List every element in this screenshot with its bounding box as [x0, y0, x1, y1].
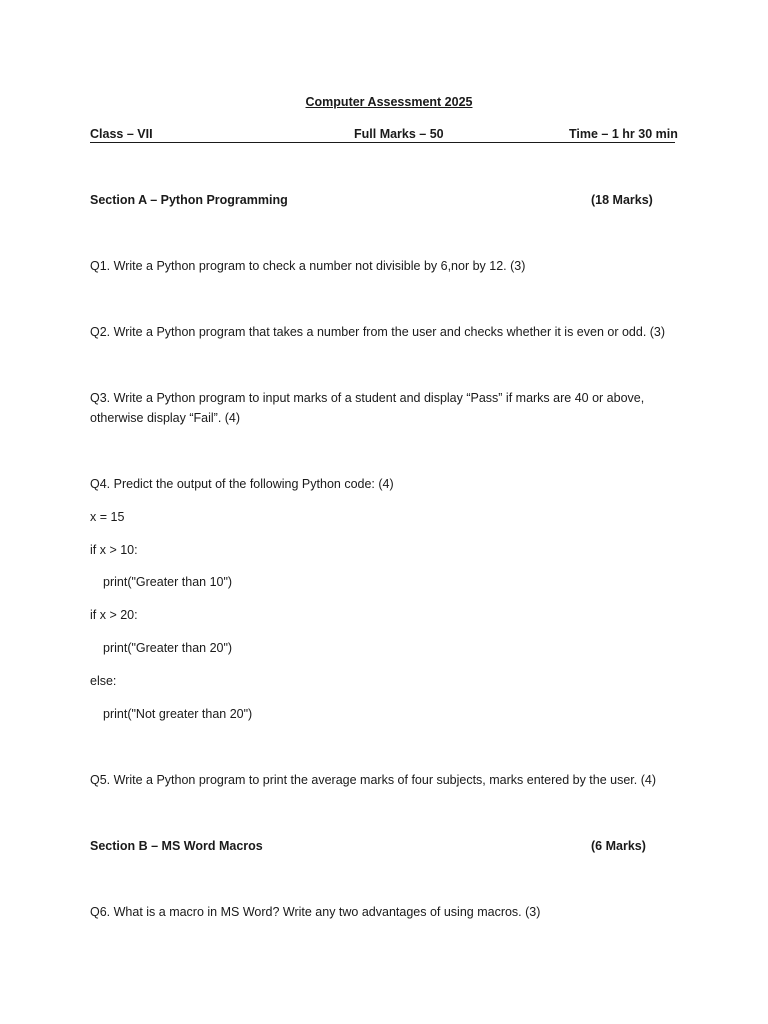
section-a-marks: (18 Marks): [591, 193, 653, 207]
code-line-4: if x > 20:: [90, 608, 138, 622]
question-1: Q1. Write a Python program to check a number not divisible by 6,nor by 12. (3): [90, 259, 526, 273]
question-4: Q4. Predict the output of the following Python code: (4): [90, 477, 394, 491]
section-b-heading: Section B – MS Word Macros: [90, 839, 263, 853]
code-line-7: print("Not greater than 20"): [103, 707, 253, 721]
section-a-heading: Section A – Python Programming: [90, 193, 288, 207]
code-line-2: if x > 10:: [90, 543, 138, 557]
section-b-marks: (6 Marks): [591, 839, 646, 853]
question-6: Q6. What is a macro in MS Word? Write any two advantages of using macros. (3): [90, 905, 541, 919]
document-title: Computer Assessment 2025: [305, 95, 473, 109]
time-label: Time – 1 hr 30 min: [569, 127, 678, 141]
code-line-1: x = 15: [90, 510, 125, 524]
code-line-5: print("Greater than 20"): [103, 641, 233, 655]
question-2: Q2. Write a Python program that takes a number from the user and checks whether it is even or odd. (3): [90, 325, 666, 339]
question-3: Q3. Write a Python program to input marks of a student and display “Pass” if marks are 40 or above, otherwise display “Fail”. (4): [90, 391, 645, 425]
question-5: Q5. Write a Python program to print the average marks of four subjects, marks entered by the user. (4): [90, 773, 656, 787]
code-line-3: print("Greater than 10"): [103, 575, 233, 589]
header-underline: [90, 142, 675, 143]
full-marks-label: Full Marks – 50: [354, 127, 444, 141]
class-label: Class – VII: [90, 127, 153, 141]
code-line-6: else:: [90, 674, 117, 688]
